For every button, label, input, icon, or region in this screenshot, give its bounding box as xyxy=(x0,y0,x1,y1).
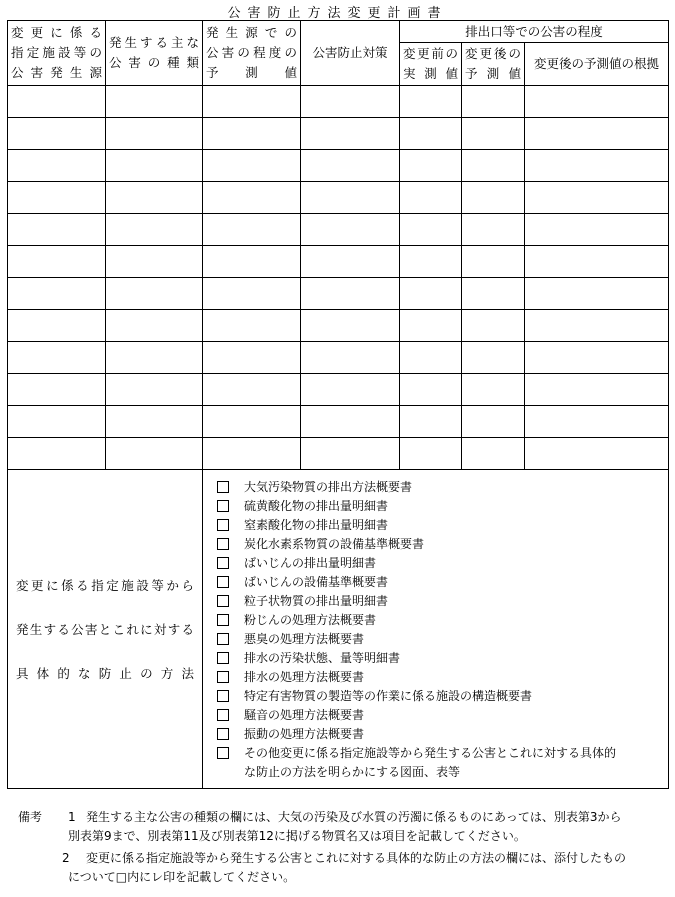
header-prediction-basis: 変更後の予測値の根拠 xyxy=(525,43,669,86)
checkbox-icon[interactable] xyxy=(217,592,230,605)
table-row xyxy=(8,406,669,438)
table-row xyxy=(8,310,669,342)
table-row xyxy=(8,150,669,182)
table-row xyxy=(8,374,669,406)
table-row xyxy=(8,86,669,118)
checkbox-item[interactable]: 硫黄酸化物の排出量明細書 xyxy=(217,497,662,516)
checkbox-icon[interactable] xyxy=(217,668,230,681)
remark-2-line1: 変更に係る指定施設等から発生する公害とこれに対する具体的な防止の方法の欄には、添付したもの xyxy=(86,851,627,865)
table-row xyxy=(8,278,669,310)
header-outlet-pollution: 排出口等での公害の程度 xyxy=(400,21,669,43)
header-emission-source: 変更に係る 指定施設等の 公害発生源 xyxy=(8,21,106,86)
checkbox-item[interactable]: 特定有害物質の製造等の作業に係る施設の構造概要書 xyxy=(217,687,662,706)
checkbox-icon[interactable] xyxy=(217,573,230,586)
checkbox-item-other[interactable]: その他変更に係る指定施設等から発生する公害とこれに対する具体的 xyxy=(217,744,662,763)
checkbox-icon[interactable] xyxy=(217,649,230,662)
checkbox-icon[interactable] xyxy=(217,535,230,548)
checkbox-item[interactable]: 振動の処理方法概要書 xyxy=(217,725,662,744)
header-source-prediction: 発生源での 公害の程度の 予測値 xyxy=(203,21,301,86)
table-row xyxy=(8,246,669,278)
document-title: 公害防止方法変更計画書 xyxy=(227,6,448,21)
header-before-measured: 変更前の 実測値 xyxy=(400,43,462,86)
checkbox-icon[interactable] xyxy=(217,516,230,529)
checkbox-icon[interactable] xyxy=(217,554,230,567)
table-row xyxy=(8,342,669,374)
table-row xyxy=(8,118,669,150)
checkbox-item[interactable]: 窒素酸化物の排出量明細書 xyxy=(217,516,662,535)
checkbox-icon[interactable] xyxy=(217,706,230,719)
checkbox-icon[interactable] xyxy=(217,725,230,738)
prevention-method-label: 変更に係る指定施設等から 発生する公害とこれに対する 具体的な防止の方法 xyxy=(8,470,203,789)
checkbox-item[interactable]: ばいじんの排出量明細書 xyxy=(217,554,662,573)
table-row xyxy=(8,214,669,246)
checkbox-icon[interactable] xyxy=(217,497,230,510)
remarks-section: 備考 1 発生する主な公害の種類の欄には、大気の汚染及び水質の汚濁に係るものにあっては、別表第3から 別表第9まで、別表第11及び別表第12に掲げる物質名又は項目を記載してください。 2 変更に係る指定施設等から発生する公害とこれに対する具体的な防止の方法の欄には、添付したもの について□内にレ印を記載してください。 xyxy=(18,808,670,887)
remark-2-line2: について□内にレ印を記載してください。 xyxy=(68,870,296,884)
checkbox-item[interactable]: 粉じんの処理方法概要書 xyxy=(217,611,662,630)
checkbox-item[interactable]: 排水の汚染状態、量等明細書 xyxy=(217,649,662,668)
checkbox-item[interactable]: 大気汚染物質の排出方法概要書 xyxy=(217,478,662,497)
checkbox-item[interactable]: 粒子状物質の排出量明細書 xyxy=(217,592,662,611)
checkbox-item[interactable]: 悪臭の処理方法概要書 xyxy=(217,630,662,649)
checkbox-item[interactable]: 騒音の処理方法概要書 xyxy=(217,706,662,725)
header-countermeasure: 公害防止対策 xyxy=(301,21,400,86)
remarks-label: 備考 xyxy=(18,810,43,824)
checkbox-item[interactable]: ばいじんの設備基準概要書 xyxy=(217,573,662,592)
plan-table xyxy=(7,20,669,789)
checkbox-item-other-cont: な防止の方法を明らかにする図面、表等 xyxy=(244,765,461,779)
checkbox-icon[interactable] xyxy=(217,744,230,757)
header-pollution-type: 発生する主な 公害の種類 xyxy=(106,21,203,86)
header-after-predicted: 変更後の 予測値 xyxy=(462,43,525,86)
table-row xyxy=(8,182,669,214)
checkbox-icon[interactable] xyxy=(217,478,230,491)
remark-1-line2: 別表第9まで、別表第11及び別表第12に掲げる物質名又は項目を記載してください。 xyxy=(68,829,526,843)
table-row xyxy=(8,438,669,470)
checkbox-icon[interactable] xyxy=(217,611,230,624)
remark-1-line1: 発生する主な公害の種類の欄には、大気の汚染及び水質の汚濁に係るものにあっては、別表第3から xyxy=(86,810,622,824)
attachment-checklist xyxy=(203,470,669,789)
checkbox-icon[interactable] xyxy=(217,687,230,700)
checkbox-item[interactable]: 炭化水素系物質の設備基準概要書 xyxy=(217,535,662,554)
checkbox-icon[interactable] xyxy=(217,630,230,643)
checkbox-item[interactable]: 排水の処理方法概要書 xyxy=(217,668,662,687)
